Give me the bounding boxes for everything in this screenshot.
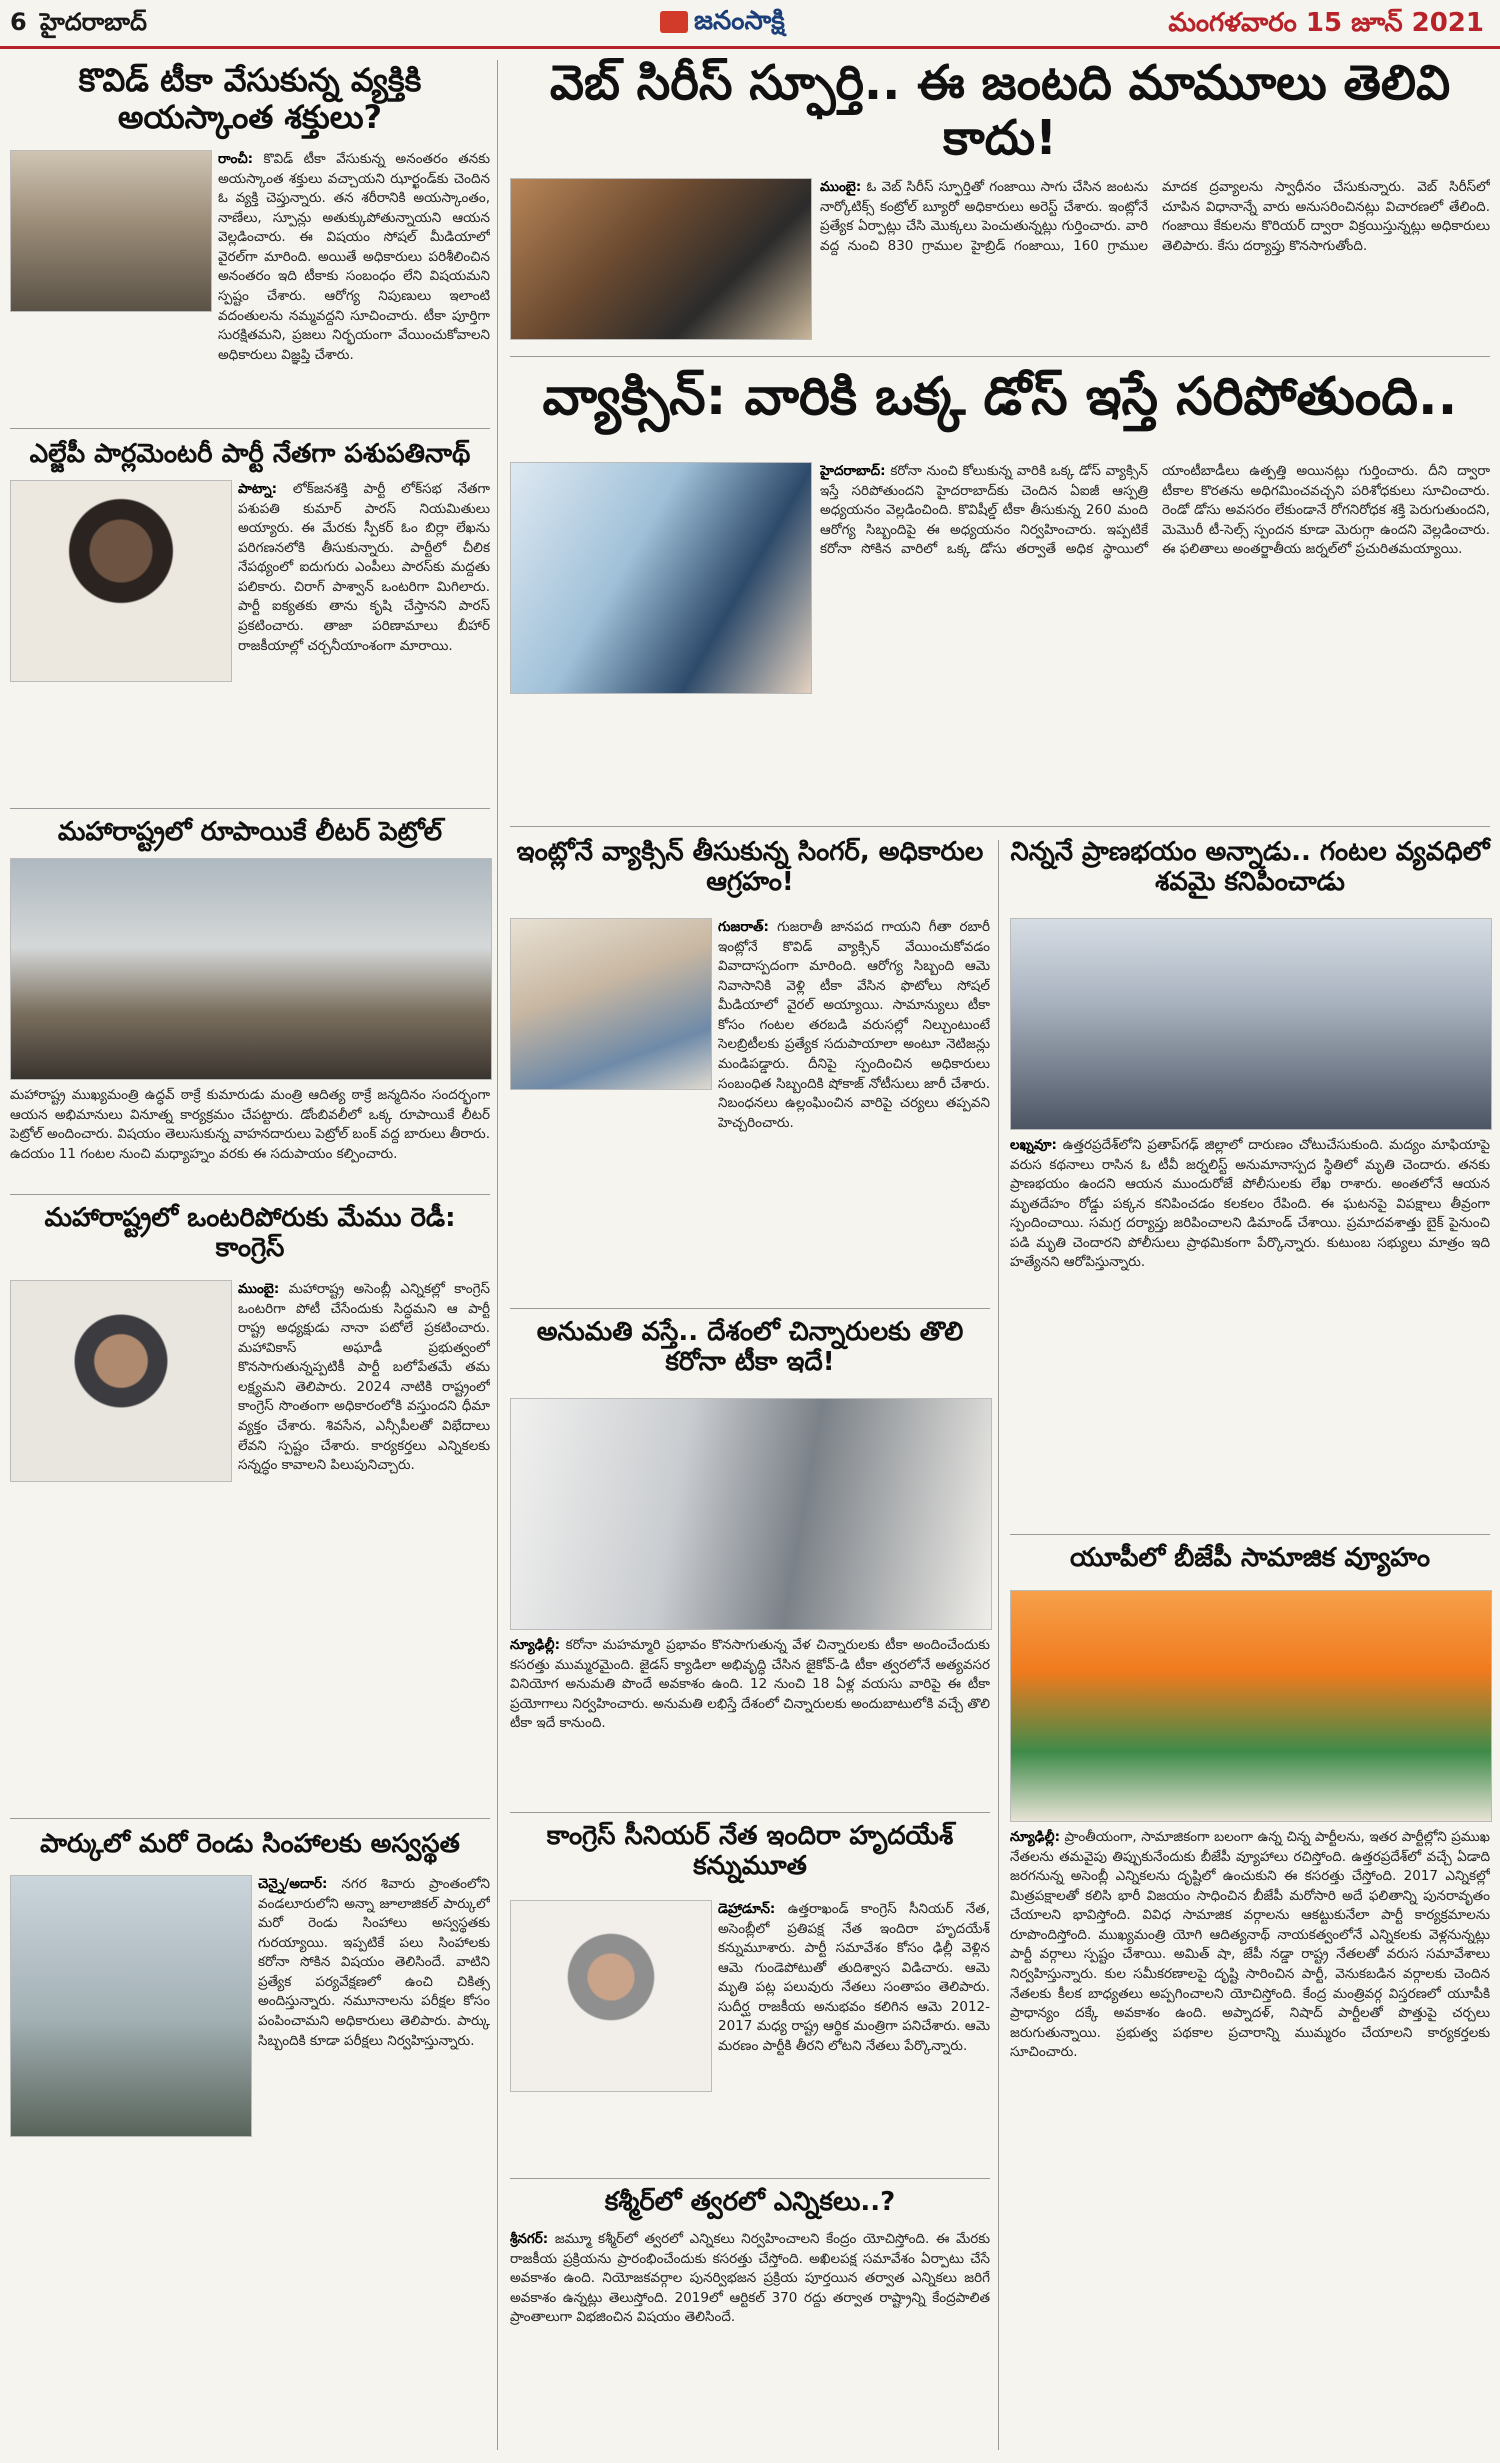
divider [510, 2178, 990, 2179]
park-headline: పార్కులో మరో రెండు సింహాలకు అస్వస్థత [40, 1829, 460, 1859]
divider [510, 356, 1490, 357]
ljp-headline: ఎల్జేపీ పార్లమెంటరీ పార్టీ నేతగా పశుపతినాథ్ [29, 439, 471, 469]
petrol-headline: మహారాష్ట్రలో రూపాయికే లీటర్ పెట్రోల్ [57, 817, 443, 847]
children-photo [510, 1398, 992, 1630]
singer-dateline: గుజరాత్: [718, 919, 769, 935]
divider [10, 808, 490, 809]
kashmir-headline: కశ్మీర్‌లో త్వరలో ఎన్నికలు..? [604, 2187, 896, 2217]
logo-icon [660, 11, 688, 33]
vaccine-headline: వ్యాక్సిన్: వారికి ఒక్క డోస్ ఇస్తే సరిపోతుంది.. [542, 367, 1458, 427]
congress-maha-headline: మహారాష్ట్రలో ఒంటరిపోరుకు మేము రెడీ: కాంగ్రెస్ [44, 1203, 456, 1263]
death-body [1010, 1136, 1490, 1526]
webseries-text: ఓ వెబ్ సిరీస్ స్ఫూర్తితో గంజాయి సాగు చేసిన జంటను నార్కోటిక్స్ కంట్రోల్ బ్యూరో అధికారులు అరెస్ట్ చేశారు. ఇంట్లోనే ప్రత్యేక ఏర్పాట్లు చేసి మొక్కలు పెంచుతున్నట్లు గుర్తించారు. వారి వద్ద నుంచి 830 గ్రాముల హైబ్రిడ్ గంజాయి, 160 గ్రాముల మాదక ద్రవ్యాలను స్వాధీనం చేసుకున్నారు. వెబ్ సిరీస్‌లో చూపిన విధానాన్నే వారు అనుసరించినట్లు విచారణలో తేలింది. గంజాయి కేకులను కొరియర్ ద్వారా విక్రయిస్తున్నట్లు అధికారులు తెలిపారు. కేసు దర్యాప్తు కొనసాగుతోంది. [820, 179, 1490, 254]
park-photo [10, 1875, 252, 2137]
indira-photo [510, 1900, 712, 2092]
page-number: 6 [10, 8, 27, 36]
covid-text: కొవిడ్ టీకా వేసుకున్న అనంతరం తనకు అయస్కాంత శక్తులు వచ్చాయని ఝార్ఖండ్‌కు చెందిన ఓ వ్యక్తి చెప్తున్నారు. తన శరీరానికి అయస్కాంతం, నాణేలు, స్పూన్లు అతుక్కుపోతున్నాయని ఆయన వెల్లడించారు. ఈ విషయం సోషల్ మీడియాలో వైరల్‌గా మారింది. అయితే అధికారులు పరిశీలించిన అనంతరం ఇది టీకాకు సంబంధం లేని విషయమని స్పష్టం చేశారు. ఆరోగ్య నిపుణులు ఇలాంటి వదంతులను నమ్మవద్దని సూచించారు. టీకా పూర్తిగా సురక్షితమని, ప్రజలు నిర్భయంగా వేయించుకోవాలని అధికారులు విజ్ఞప్తి చేశారు. [218, 151, 490, 363]
divider [510, 1308, 990, 1309]
death-headline: నిన్ననే ప్రాణభయం అన్నాడు.. గంటల వ్యవధిలో శవమై కనిపించాడు [1010, 837, 1490, 897]
kashmir-dateline: శ్రీనగర్: [510, 2231, 549, 2247]
indira-text: ఉత్తరాఖండ్ కాంగ్రెస్ సీనియర్ నేత, అసెంబ్లీలో ప్రతిపక్ష నేత ఇందిరా హృదయేశ్ కన్నుమూశారు. పార్టీ సమావేశం కోసం ఢిల్లీ వెళ్లిన ఆమె గుండెపోటుతో తుదిశ్వాస విడిచారు. ఆమె మృతి పట్ల పలువురు నేతలు సంతాపం తెలిపారు. సుదీర్ఘ రాజకీయ అనుభవం కలిగిన ఆమె 2012-2017 మధ్య రాష్ట్ర ఆర్థిక మంత్రిగా పనిచేశారు. ఆమె మరణం పార్టీకి తీరని లోటని నేతలు పేర్కొన్నారు. [718, 1901, 990, 2054]
vaccine-text: కరోనా నుంచి కోలుకున్న వారికి ఒక్క డోస్ వ్యాక్సిన్ ఇస్తే సరిపోతుందని హైదరాబాద్‌కు చెందిన ఏఐజీ ఆస్పత్రి అధ్యయనం వెల్లడించింది. కొవిషీల్డ్ టీకా తీసుకున్న 260 మంది ఆరోగ్య సిబ్బందిపై ఈ అధ్యయనం నిర్వహించారు. ఇప్పటికే కరోనా సోకిన వారిలో ఒక్క డోసు తర్వాతే అధిక స్థాయిలో యాంటీబాడీలు ఉత్పత్తి అయినట్లు గుర్తించారు. దీని ద్వారా టీకాల కొరతను అధిగమించవచ్చని పరిశోధకులు సూచించారు. రెండో డోసు అవసరం లేకుండానే రోగనిరోధక శక్తి పెరుగుతుందని, మెమొరీ టీ-సెల్స్ స్పందన కూడా మెరుగ్గా ఉందని వెల్లడించారు. ఈ ఫలితాలు అంతర్జాతీయ జర్నల్‌లో ప్రచురితమయ్యాయి. [820, 463, 1490, 558]
ljp-body [238, 480, 490, 800]
ljp-photo [10, 480, 232, 682]
webseries-headline: వెబ్ సిరీస్ స్ఫూర్తి.. ఈ జంటది మామూలు తెలివి కాదు! [549, 55, 1451, 167]
death-text: ఉత్తరప్రదేశ్‌లోని ప్రతాప్‌గఢ్ జిల్లాలో దారుణం చోటుచేసుకుంది. మద్యం మాఫియాపై వరుస కథనాలు రాసిన ఓ టీవీ జర్నలిస్ట్ అనుమానాస్పద స్థితిలో మృతి చెందారు. తనకు ప్రాణభయం ఉందని ఆయన ముందురోజే పోలీసులకు లేఖ రాశారు. అంతలోనే ఆయన మృతదేహం రోడ్డు పక్కన కనిపించడం కలకలం రేపింది. ఈ ఘటనపై విపక్షాలు తీవ్రంగా స్పందించాయి. సమగ్ర దర్యాప్తు జరిపించాలని డిమాండ్ చేశాయి. ప్రమాదవశాత్తు బైక్ పైనుంచి పడి మృతి చెందారని పోలీసులు ప్రాథమికంగా పేర్కొన్నారు. కుటుంబ సభ్యులు మాత్రం ఇది హత్యేనని ఆరోపిస్తున్నారు. [1010, 1137, 1490, 1271]
vaccine-body [820, 462, 1490, 812]
singer-body [718, 918, 990, 1298]
indira-body [718, 1900, 990, 2170]
kashmir-text: జమ్మూ కశ్మీర్‌లో త్వరలో ఎన్నికలు నిర్వహించాలని కేంద్రం యోచిస్తోంది. ఈ మేరకు రాజకీయ ప్రక్రియను ప్రారంభించేందుకు కసరత్తు చేస్తోంది. అఖిలపక్ష సమావేశం ఏర్పాటు చేసే అవకాశం ఉంది. నియోజకవర్గాల పునర్విభజన ప్రక్రియ పూర్తయిన తర్వాత ఎన్నికలు జరిగే అవకాశం ఉన్నట్లు తెలుస్తోంది. 2019లో ఆర్టికల్ 370 రద్దు తర్వాత రాష్ట్రాన్ని కేంద్రపాలిత ప్రాంతాలుగా విభజించిన విషయం తెలిసిందే. [510, 2231, 990, 2326]
ljp-text: లోక్‌జనశక్తి పార్టీ లోక్‌సభ నేతగా పశుపతి కుమార్ పారస్ నియమితులు అయ్యారు. ఈ మేరకు స్పీకర్ ఓం బిర్లా లేఖను పరిగణనలోకి తీసుకున్నారు. పార్టీలో చీలిక నేపథ్యంలో ఐదుగురు ఎంపీలు పారస్‌కు మద్దతు పలికారు. చిరాగ్ పాశ్వాన్ ఒంటరిగా మిగిలారు. పార్టీ ఐక్యతకు తాను కృషి చేస్తానని పారస్ ప్రకటించారు. తాజా పరిణామాలు బీహార్ రాజకీయాల్లో చర్చనీయాంశంగా మారాయి. [238, 481, 490, 654]
divider [510, 826, 1490, 827]
bjp-up-body [1010, 1828, 1490, 2446]
park-body [258, 1875, 490, 2435]
children-dateline: న్యూఢిల్లీ: [510, 1637, 560, 1653]
congress-maha-text: మహారాష్ట్ర అసెంబ్లీ ఎన్నికల్లో కాంగ్రెస్ ఒంటరిగా పోటీ చేసేందుకు సిద్ధమని ఆ పార్టీ రాష్ట్ర అధ్యక్షుడు నానా పటోలే ప్రకటించారు. మహావికాస్ అఘాడీ ప్రభుత్వంలో కొనసాగుతున్నప్పటికీ పార్టీ బలోపేతమే తమ లక్ష్యమని తెలిపారు. 2024 నాటికి రాష్ట్రంలో కాంగ్రెస్ సొంతంగా అధికారంలోకి వస్తుందని ధీమా వ్యక్తం చేశారు. శివసేన, ఎన్సీపీలతో విభేదాలు లేవని స్పష్టం చేశారు. కార్యకర్తలు ఎన్నికలకు సన్నద్ధం కావాలని పిలుపునిచ్చారు. [238, 1281, 490, 1474]
children-text: కరోనా మహమ్మారి ప్రభావం కొనసాగుతున్న వేళ చిన్నారులకు టీకా అందించేందుకు కసరత్తు ముమ్మరమైంది. జైడస్ క్యాడిలా అభివృద్ధి చేసిన జైకోవ్-డి టీకా త్వరలోనే అత్యవసర వినియోగ అనుమతి పొందే అవకాశం ఉంది. 12 నుంచి 18 ఏళ్ల వయసు వారిపై ఈ టీకా ప్రయోగాలు నిర్వహించారు. అనుమతి లభిస్తే దేశంలో చిన్నారులకు అందుబాటులోకి వచ్చే తొలి టీకా ఇదే కానుంది. [510, 1637, 990, 1732]
kashmir-body [510, 2230, 990, 2445]
indira-dateline: డెహ్రాడూన్: [718, 1901, 776, 1917]
children-body [510, 1636, 990, 1806]
bjp-up-text: ప్రాంతీయంగా, సామాజికంగా బలంగా ఉన్న చిన్న పార్టీలను, ఇతర పార్టీల్లోని ప్రముఖ నేతలను తమవైపు తిప్పుకునేందుకు బీజేపీ వ్యూహాలు రచిస్తోంది. ఉత్తరప్రదేశ్‌లో వచ్చే ఏడాది జరగనున్న అసెంబ్లీ ఎన్నికలను దృష్టిలో ఉంచుకుని ఈ కసరత్తు చేస్తోంది. 2017 ఎన్నికల్లో మిత్రపక్షాలతో కలిసి భారీ విజయం సాధించిన బీజేపీ మరోసారి అదే ఫలితాన్ని పునరావృతం చేయాలని భావిస్తోంది. వివిధ సామాజిక వర్గాలను ఆకట్టుకునేలా పార్టీ కార్యక్రమాలను రూపొందిస్తోంది. ముఖ్యమంత్రి యోగి ఆదిత్యనాథ్ నాయకత్వంలోనే ఎన్నికలకు వెళ్లనున్నట్లు పార్టీ వర్గాలు స్పష్టం చేశాయి. అమిత్ షా, జేపీ నడ్డా రాష్ట్ర నేతలతో వరుస సమావేశాలు నిర్వహిస్తున్నారు. కుల సమీకరణాలపై దృష్టి సారించిన పార్టీ, వెనుకబడిన వర్గాలకు చెందిన నేతలకు కీలక బాధ్యతలు అప్పగించాలని యోచిస్తోంది. కేంద్ర మంత్రివర్గ విస్తరణలో యూపీకి ప్రాధాన్యం దక్కే అవకాశం ఉంది. అప్నాదళ్, నిషాద్ పార్టీలతో పొత్తుపై చర్చలు జరుగుతున్నాయి. ప్రభుత్వ పథకాల ప్రచారాన్ని ముమ్మరం చేయాలని కార్యకర్తలకు సూచించారు. [1010, 1829, 1490, 2061]
congress-maha-photo [10, 1280, 232, 1482]
congress-maha-body [238, 1280, 490, 1810]
webseries-body [820, 178, 1490, 348]
divider [10, 1818, 490, 1819]
children-headline: అనుమతి వస్తే.. దేశంలో చిన్నారులకు తొలి కరోనా టీకా ఇదే! [536, 1317, 964, 1377]
park-dateline: చెన్నై/అదార్: [258, 1876, 328, 1892]
column-rule [497, 60, 498, 2450]
divider [510, 1812, 990, 1813]
bjp-up-headline: యూపీలో బీజేపీ సామాజిక వ్యూహం [1069, 1543, 1431, 1573]
park-text: నగర శివారు ప్రాంతంలోని వండలూరులోని అన్నా జూలాజికల్ పార్కులో మరో రెండు సింహాలు అస్వస్థతకు గురయ్యాయి. ఇప్పటికే పలు సింహాలకు కరోనా సోకిన విషయం తెలిసిందే. వాటిని ప్రత్యేక పర్యవేక్షణలో ఉంచి చికిత్స అందిస్తున్నారు. నమూనాలను పరీక్షల కోసం పంపించామని అధికారులు తెలిపారు. పార్కు సిబ్బందికి కూడా పరీక్షలు నిర్వహిస్తున్నారు. [258, 1876, 490, 2049]
webseries-dateline: ముంబై: [820, 179, 862, 195]
divider [1010, 1534, 1490, 1535]
singer-headline: ఇంట్లోనే వ్యాక్సిన్ తీసుకున్న సింగర్, అధికారుల ఆగ్రహం! [516, 837, 984, 897]
covid-body [218, 150, 490, 420]
covid-headline: కొవిడ్ టీకా వేసుకున్న వ్యక్తికి అయస్కాంత శక్తులు? [78, 61, 422, 136]
vaccine-photo [510, 462, 812, 694]
paper-name: జనంసాక్షి [694, 6, 785, 36]
singer-text: గుజరాతీ జానపద గాయని గీతా రబారీ ఇంట్లోనే కొవిడ్ వ్యాక్సిన్ వేయించుకోవడం వివాదాస్పదంగా మారింది. ఆరోగ్య సిబ్బంది ఆమె నివాసానికి వెళ్లి టీకా వేసిన ఫొటోలు సోషల్ మీడియాలో వైరల్ అయ్యాయి. సామాన్యులు టీకా కోసం గంటల తరబడి వరుసల్లో నిల్చుంటుంటే సెలబ్రిటీలకు ప్రత్యేక సదుపాయాలా అంటూ నెటిజన్లు మండిపడ్డారు. దీనిపై స్పందించిన అధికారులు సంబంధిత సిబ్బందికి షోకాజ్ నోటీసులు జారీ చేశారు. నిబంధనలు ఉల్లంఘించిన వారిపై చర్యలు తప్పవని హెచ్చరించారు. [718, 919, 990, 1131]
webseries-photo [510, 178, 812, 340]
petrol-body: మహారాష్ట్ర ముఖ్యమంత్రి ఉద్ధవ్ ఠాక్రే కుమారుడు మంత్రి ఆదిత్య ఠాక్రే జన్మదినం సందర్భంగా ఆయన అభిమానులు వినూత్న కార్యక్రమం చేపట్టారు. డోంబివలీలో ఒక్క రూపాయికే లీటర్ పెట్రోల్ అందించారు. విషయం తెలుసుకున్న వాహనదారులు పెట్రోల్ బంక్ వద్ద బారులు తీరారు. ఉదయం 11 గంటల నుంచి మధ్యాహ్నం వరకు ఈ సదుపాయం కల్పించారు. [10, 1087, 490, 1162]
divider [10, 1194, 490, 1195]
edition-city: హైదరాబాద్ [40, 8, 147, 36]
singer-photo [510, 918, 712, 1090]
ljp-dateline: పాట్నా: [238, 481, 278, 497]
covid-photo [10, 150, 212, 312]
indira-headline: కాంగ్రెస్ సీనియర్ నేత ఇందిరా హృదయేశ్ కన్నుమూత [546, 1821, 954, 1881]
bjp-up-photo [1010, 1590, 1492, 1822]
bjp-up-dateline: న్యూఢిల్లీ: [1010, 1829, 1060, 1845]
petrol-photo [10, 858, 492, 1080]
paper-logo [660, 6, 785, 42]
death-photo [1010, 918, 1492, 1130]
death-dateline: లఖ్నవూ: [1010, 1137, 1057, 1153]
vaccine-dateline: హైదరాబాద్: [820, 463, 886, 479]
column-rule [998, 840, 999, 2450]
issue-date: మంగళవారం 15 జూన్ 2021 [1168, 8, 1484, 38]
congress-maha-dateline: ముంబై: [238, 1281, 280, 1297]
divider [10, 428, 490, 429]
covid-dateline: రాంచీ: [218, 151, 254, 167]
